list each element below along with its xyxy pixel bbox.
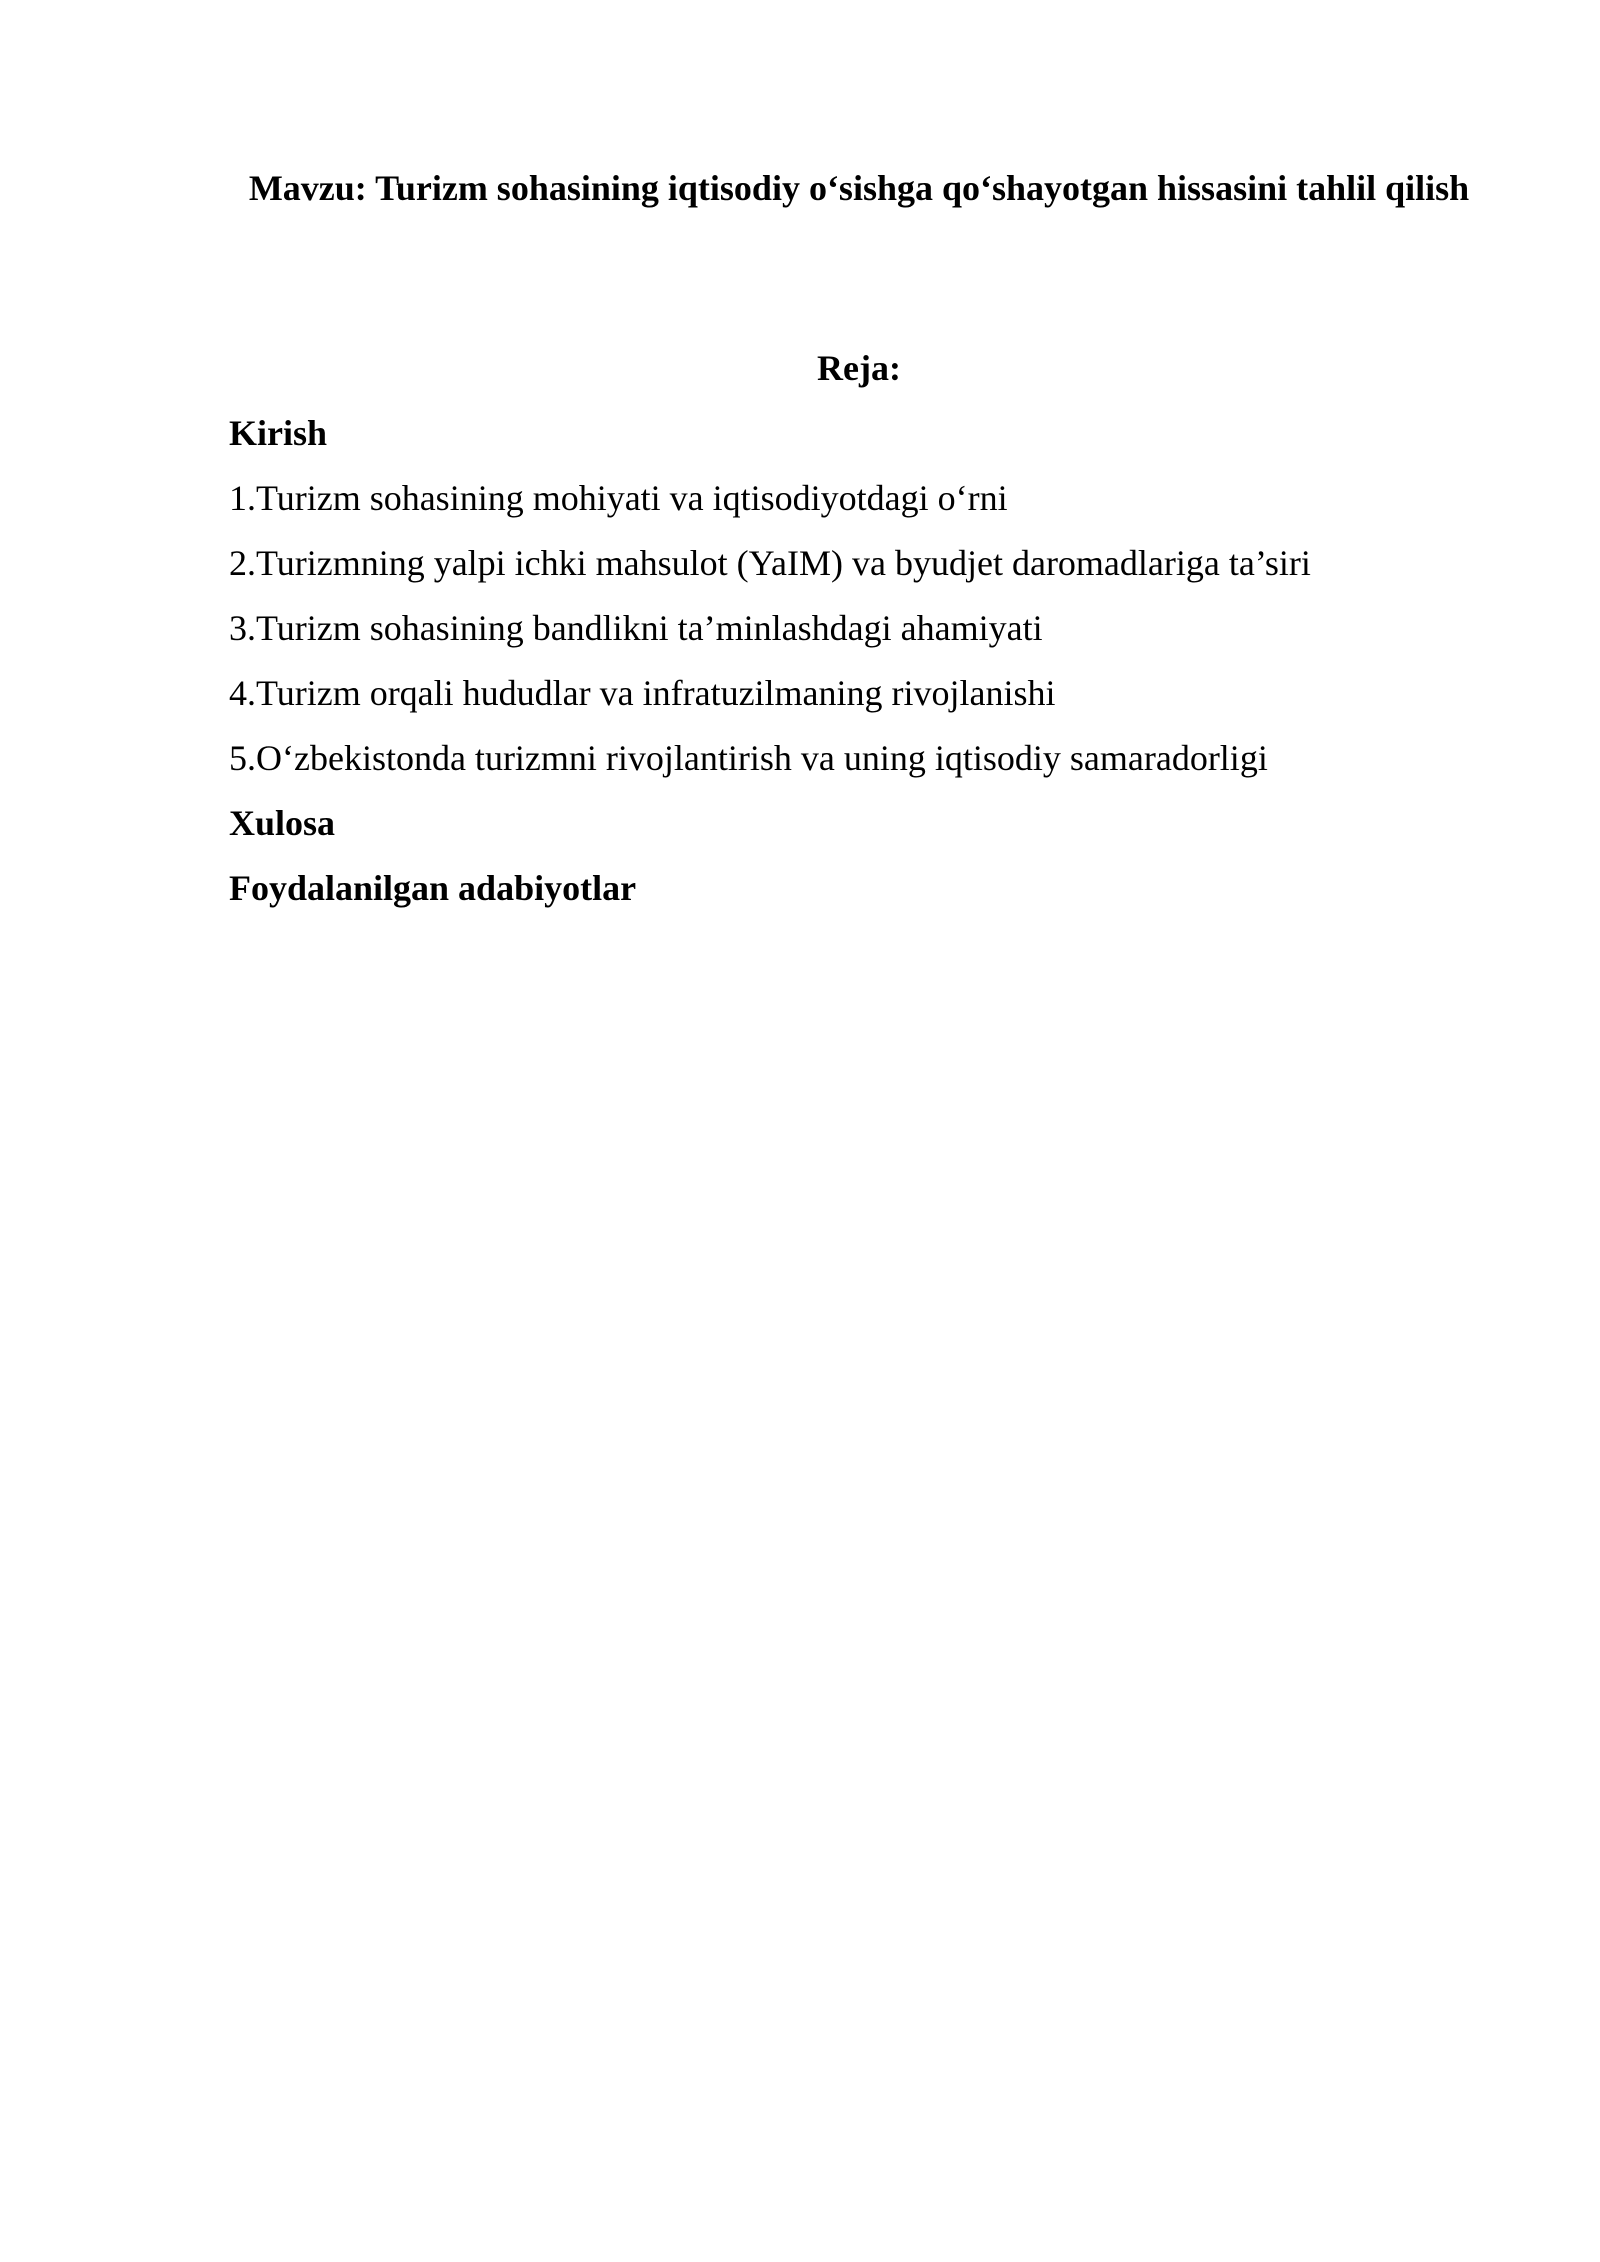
plan-item-4: 4.Turizm orqali hududlar va infratuzilmaning rivojlanishi xyxy=(229,673,1056,713)
plan-heading: Reja: xyxy=(817,348,901,388)
plan-item-3: 3.Turizm sohasining bandlikni ta’minlashdagi ahamiyati xyxy=(229,608,1043,648)
document-title: Mavzu: Turizm sohasining iqtisodiy o‘sishga qo‘shayotgan hissasini tahlil qilish xyxy=(248,168,1470,208)
plan-references: Foydalanilgan adabiyotlar xyxy=(229,868,637,908)
plan-item-1: 1.Turizm sohasining mohiyati va iqtisodiyotdagi o‘rni xyxy=(229,478,1008,518)
plan-list xyxy=(229,408,1489,928)
plan-item-2: 2.Turizmning yalpi ichki mahsulot (YaIM) va byudjet daromadlariga ta’siri xyxy=(229,543,1311,583)
plan-conclusion: Xulosa xyxy=(229,803,336,843)
plan-intro: Kirish xyxy=(229,413,328,453)
plan-item-5: 5.O‘zbekistonda turizmni rivojlantirish va uning iqtisodiy samaradorligi xyxy=(229,738,1268,778)
